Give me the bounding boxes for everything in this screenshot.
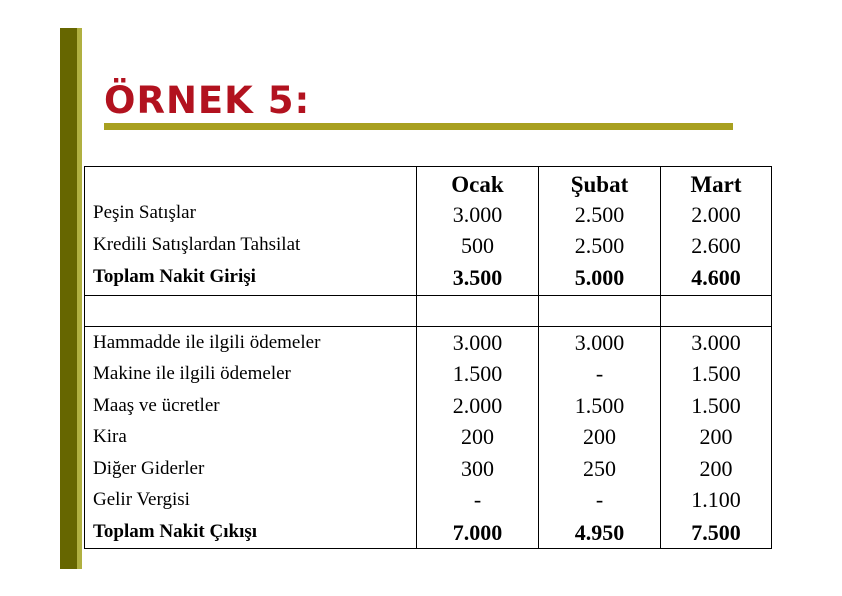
row-label: Diğer Giderler	[93, 458, 205, 479]
value-cell: 1.500	[452, 361, 503, 386]
total-value: 3.500	[452, 265, 503, 290]
total-value: 4.600	[691, 265, 741, 290]
value-cell: 200	[583, 424, 616, 449]
row-label: Kira	[93, 426, 127, 447]
value-cell: 200	[699, 424, 733, 449]
value-cell: 500	[461, 233, 494, 258]
value-cell: 3.000	[452, 330, 503, 355]
inflow-column-mart	[660, 166, 772, 296]
total-value: 4.950	[574, 520, 625, 545]
value-cell: 2.600	[691, 233, 741, 258]
outflow-label-cell	[84, 326, 417, 549]
slide-title: ÖRNEK 5:	[104, 79, 311, 122]
value-cell: 2.000	[691, 202, 741, 227]
row-label: Gelir Vergisi	[93, 489, 190, 510]
value-cell: 3.000	[691, 330, 741, 355]
value-cell: 200	[699, 456, 733, 481]
row-label: Peşin Satışlar	[93, 202, 196, 223]
inflow-label-cell	[84, 166, 417, 296]
value-cell: 1.500	[691, 393, 741, 418]
row-label: Hammadde ile ilgili ödemeler	[93, 332, 321, 353]
total-label: Toplam Nakit Girişi	[93, 266, 256, 287]
value-cell: -	[595, 361, 604, 386]
total-value: 7.500	[691, 520, 741, 545]
outflow-column-ocak	[416, 326, 539, 549]
value-cell: 2.000	[452, 393, 503, 418]
row-label: Maaş ve ücretler	[93, 395, 220, 416]
spacer-cell	[538, 295, 661, 327]
title-underline	[104, 123, 733, 130]
spacer-cell	[660, 295, 772, 327]
total-label: Toplam Nakit Çıkışı	[93, 521, 258, 542]
value-cell: 250	[583, 456, 616, 481]
month-header: Mart	[690, 172, 742, 197]
total-value: 7.000	[452, 520, 503, 545]
value-cell: 3.000	[452, 202, 503, 227]
left-accent-bar-dark	[60, 28, 77, 569]
value-cell: -	[595, 487, 604, 512]
inflow-column-ocak	[416, 166, 539, 296]
total-value: 5.000	[574, 265, 625, 290]
inflow-column-subat	[538, 166, 661, 296]
value-cell: 1.100	[691, 487, 741, 512]
value-cell: 2.500	[574, 233, 625, 258]
spacer-cell	[84, 295, 417, 327]
value-cell: 1.500	[574, 393, 625, 418]
spacer-cell	[416, 295, 539, 327]
row-label: Makine ile ilgili ödemeler	[93, 363, 291, 384]
left-accent-bar-light	[77, 28, 82, 569]
month-header: Şubat	[570, 172, 629, 197]
outflow-column-subat	[538, 326, 661, 549]
value-cell: 3.000	[574, 330, 625, 355]
cash-flow-table	[84, 166, 772, 549]
value-cell: 300	[461, 456, 494, 481]
value-cell: -	[473, 487, 482, 512]
month-header: Ocak	[451, 172, 504, 197]
value-cell: 200	[461, 424, 494, 449]
value-cell: 1.500	[691, 361, 741, 386]
value-cell: 2.500	[574, 202, 625, 227]
row-label: Kredili Satışlardan Tahsilat	[93, 234, 301, 255]
outflow-column-mart	[660, 326, 772, 549]
